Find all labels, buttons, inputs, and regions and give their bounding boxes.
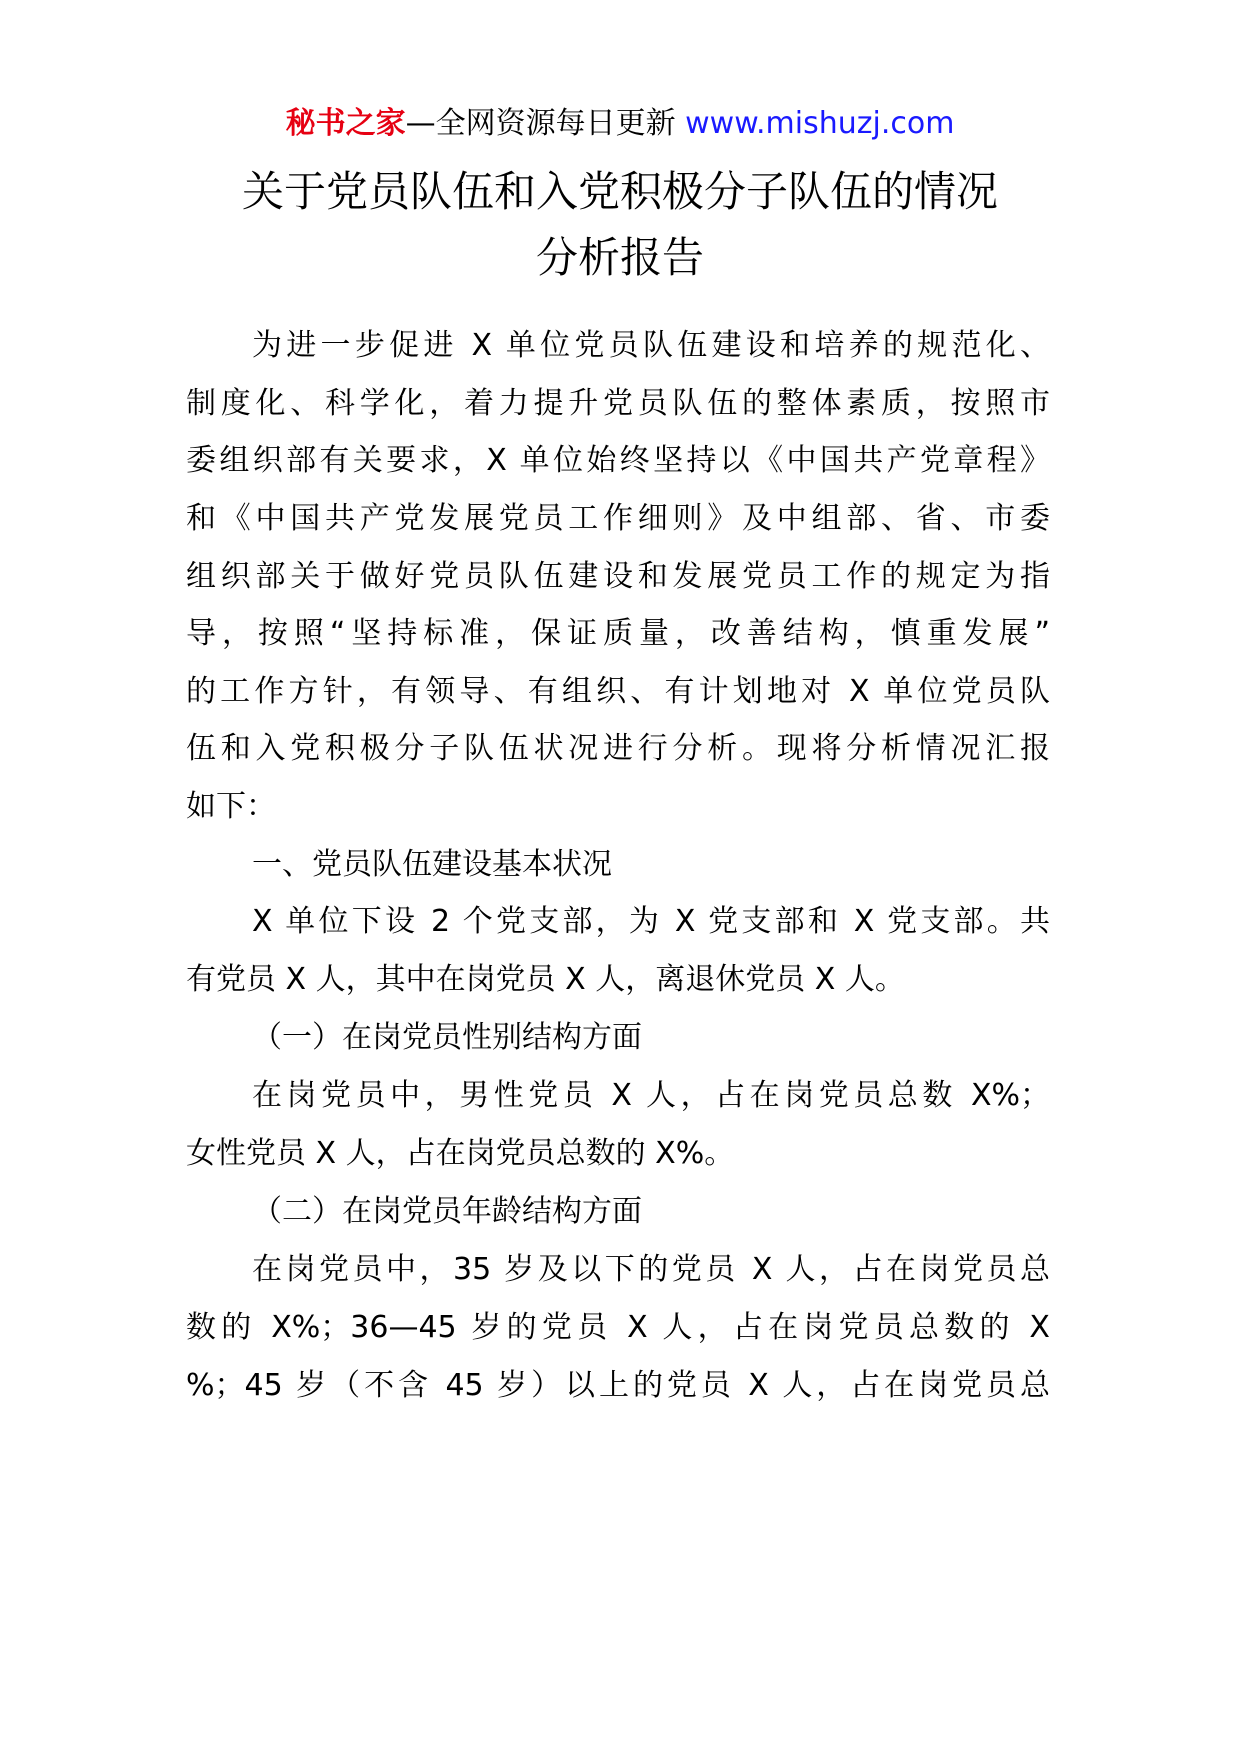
subsection-heading: （二）在岗党员年龄结构方面 xyxy=(252,1194,642,1229)
section-heading: 一、党员队伍建设基本状况 xyxy=(252,847,612,882)
site-url[interactable]: www.mishuzj.com xyxy=(685,106,955,141)
paragraph-line: 有党员 X 人，其中在岗党员 X 人，离退休党员 X 人。 xyxy=(186,962,905,997)
brand-name: 秘书之家 xyxy=(285,106,406,141)
paragraph-line: 伍和入党积极分子队伍状况进行分析。现将分析情况汇报 xyxy=(186,731,1050,766)
paragraph-line: 制度化、科学化，着力提升党员队伍的整体素质，按照市 xyxy=(186,386,1050,421)
paragraph-line: 组织部关于做好党员队伍建设和发展党员工作的规定为指 xyxy=(186,559,1050,594)
header-tagline: —全网资源每日更新 xyxy=(405,106,676,141)
paragraph-line: 导，按照“坚持标准，保证质量，改善结构，慎重发展” xyxy=(186,616,1050,651)
paragraph-line: %；45 岁（不含 45 岁）以上的党员 X 人，占在岗党员总 xyxy=(186,1368,1050,1403)
paragraph-line: 在岗党员中，35 岁及以下的党员 X 人，占在岗党员总 xyxy=(252,1252,1050,1287)
document-title-line-1: 关于党员队伍和入党积极分子队伍的情况 xyxy=(241,167,998,216)
paragraph-line: 和《中国共产党发展党员工作细则》及中组部、省、市委 xyxy=(186,501,1050,536)
document-title-line-2: 分析报告 xyxy=(535,233,704,282)
paragraph-line: 的工作方针，有领导、有组织、有计划地对 X 单位党员队 xyxy=(186,674,1050,709)
watermark-header xyxy=(0,104,1240,144)
subsection-heading: （一）在岗党员性别结构方面 xyxy=(252,1020,642,1055)
paragraph-line: 女性党员 X 人，占在岗党员总数的 X%。 xyxy=(186,1136,735,1171)
paragraph-line: 如下： xyxy=(186,789,276,824)
paragraph-line: 在岗党员中，男性党员 X 人，占在岗党员总数 X%； xyxy=(252,1078,1050,1113)
paragraph-line: X 单位下设 2 个党支部，为 X 党支部和 X 党支部。共 xyxy=(252,904,1050,939)
paragraph-line: 为进一步促进 X 单位党员队伍建设和培养的规范化、 xyxy=(252,328,1050,363)
paragraph-line: 数的 X%；36—45 岁的党员 X 人，占在岗党员总数的 X xyxy=(186,1310,1050,1345)
paragraph-line: 委组织部有关要求，X 单位始终坚持以《中国共产党章程》 xyxy=(186,443,1050,478)
